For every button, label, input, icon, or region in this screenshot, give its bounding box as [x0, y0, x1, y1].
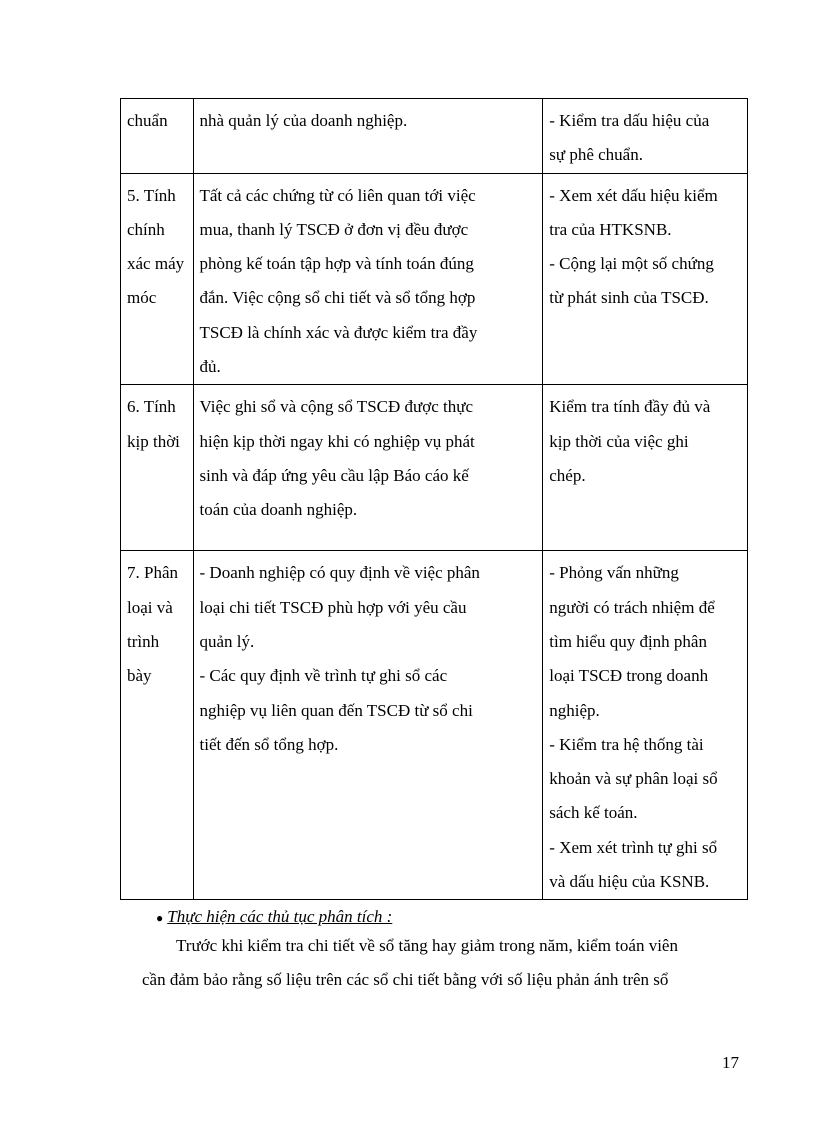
section-heading-text: Thực hiện các thủ tục phân tích : — [167, 907, 393, 926]
section-heading — [156, 907, 392, 927]
test-cell: Kiểm tra tính đầy đủ và kịp thời của việc ghi chép. — [543, 385, 748, 551]
control-cell: Việc ghi sổ và cộng sổ TSCĐ được thực hiện kịp thời ngay khi có nghiệp vụ phát sinh và đáp ứng yêu cầu lập Báo cáo kế toán của doanh nghiệp. — [193, 385, 543, 551]
criterion-cell: chuẩn — [121, 99, 194, 174]
test-cell: - Phỏng vấn những người có trách nhiệm để tìm hiểu quy định phân loại TSCĐ trong doanh nghiệp. - Kiểm tra hệ thống tài khoản và sự phân loại sổ sách kế toán. - Xem xét trình tự ghi sổ và dấu hiệu của KSNB. — [543, 551, 748, 900]
table-row — [121, 173, 748, 385]
test-cell: - Kiểm tra dấu hiệu của sự phê chuẩn. — [543, 99, 748, 174]
body-paragraph-line-2: cần đảm bảo rằng số liệu trên các sổ chi tiết bằng với số liệu phản ánh trên sổ — [142, 970, 669, 989]
criterion-cell: 6. Tính kịp thời — [121, 385, 194, 551]
criterion-cell: 5. Tính chính xác máy móc — [121, 173, 194, 385]
test-cell: - Xem xét dấu hiệu kiểm tra của HTKSNB. - Cộng lại một số chứng từ phát sinh của TSCĐ. — [543, 173, 748, 385]
page-number: 17 — [722, 1053, 739, 1072]
table-row — [121, 385, 748, 551]
table-row — [121, 99, 748, 174]
bullet-icon: ● — [156, 910, 164, 925]
body-paragraph-line-1: Trước khi kiểm tra chi tiết về sổ tăng hay giảm trong năm, kiểm toán viên — [176, 936, 678, 955]
audit-procedures-table — [120, 98, 748, 900]
criterion-cell: 7. Phân loại và trình bày — [121, 551, 194, 900]
table-row — [121, 551, 748, 900]
control-cell: Tất cả các chứng từ có liên quan tới việc mua, thanh lý TSCĐ ở đơn vị đều được phòng kế toán tập hợp và tính toán đúng đắn. Việc cộng sổ chi tiết và sổ tổng hợp TSCĐ là chính xác và được kiểm tra đầy đủ. — [193, 173, 543, 385]
control-cell: - Doanh nghiệp có quy định về việc phân loại chi tiết TSCĐ phù hợp với yêu cầu quản lý. - Các quy định về trình tự ghi sổ các nghiệp vụ liên quan đến TSCĐ từ sổ chi tiết đến sổ tổng hợp. — [193, 551, 543, 900]
control-cell: nhà quản lý của doanh nghiệp. — [193, 99, 543, 174]
